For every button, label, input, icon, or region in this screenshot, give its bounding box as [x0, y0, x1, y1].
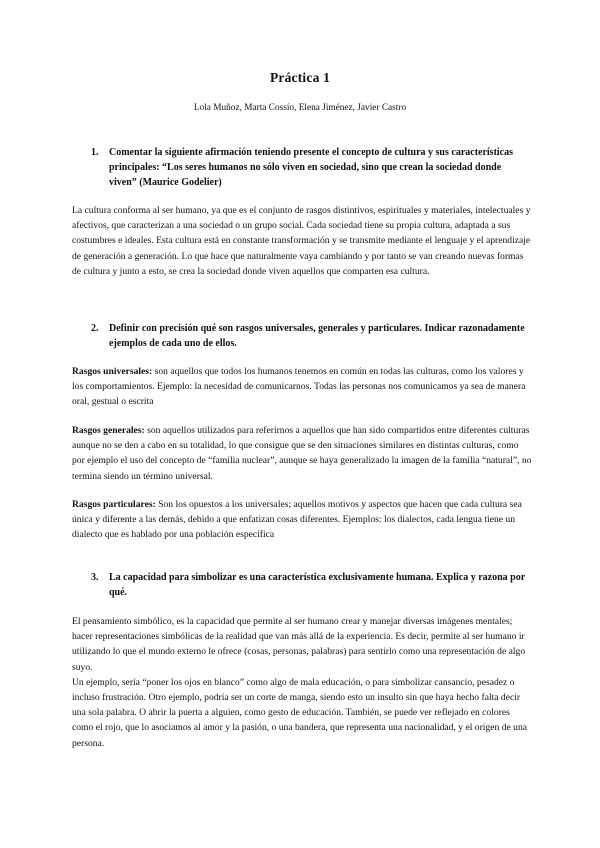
- answer-2-universal: [72, 364, 532, 410]
- term-universal: Rasgos universales:: [72, 366, 153, 377]
- question-1-number: 1.: [91, 147, 99, 158]
- question-2-number: 2.: [91, 323, 99, 334]
- document-authors: Lola Muñoz, Marta Cossío, Elena Jiménez, Javier Castro: [193, 103, 407, 113]
- answer-1-paragraph: La cultura conforma al ser humano, ya que es el conjunto de rasgos distintivos, espirituales y materiales, intelectuales y afectivos, que caracterizan a una sociedad o un grupo social. Cada sociedad tiene su propia cultura, adaptada a sus costumbres e ideales. Esta cultura está en constante transformación y se transmite mediante el lenguaje y el aprendizaje de generación a generación. Lo que hace que naturalmente vaya cambiando y por tanto se van creando nuevas formas de cultura y junto a esto, se crea la sociedad donde viven aquellos que comparten esa cultura.: [72, 205, 531, 277]
- answer-3-paragraph-1: El pensamiento simbólico, es la capacidad que permite al ser humano crear y manejar diversas imágenes mentales; hacer representaciones simbólicas de la realidad que van más allá de la experiencia. Es decir, permite al ser humano ir utilizando lo que el mundo externo le ofrece (cosas, personas, palabras) para sentirlo como una representación de algo suyo.: [72, 616, 526, 673]
- question-2-text: Definir con precisión qué son rasgos universales, generales y particulares. Indicar razonadamente ejemplos de cada uno de ellos.: [109, 323, 525, 349]
- answer-3: [72, 614, 532, 751]
- definition-universal: son aquellos que todos los humanos tenemos en común en todas las culturas, como los valores y los comportamientos. Ejemplo: la necesidad de comunicarnos. Todas las personas nos comunicamos ya sea de manera oral, gestual o escrita: [72, 366, 526, 408]
- question-3-text: La capacidad para simbolizar es una característica exclusivamente humana. Explica y razona por qué.: [109, 572, 526, 598]
- answer-2-general: [72, 423, 532, 484]
- answer-2-particular: [72, 497, 532, 543]
- question-1-text: Comentar la siguiente afirmación teniendo presente el concepto de cultura y sus características principales: “Los seres humanos no sólo viven en sociedad, sino que crean la sociedad donde viven” (Maurice Godelier): [109, 147, 514, 188]
- answer-2-universal-paragraph: [72, 364, 532, 410]
- term-particular: Rasgos particulares:: [72, 499, 156, 510]
- answer-2-particular-paragraph: [72, 497, 532, 543]
- question-2-heading: [91, 321, 531, 351]
- document-title: Práctica 1: [269, 70, 331, 85]
- answer-3-paragraph-2: Un ejemplo, sería “poner los ojos en blanco” como algo de mala educación, o para simbolizar cansancio, pesadez o incluso frustración. Otro ejemplo, podría ser un corte de manga, siendo esto un insulto sin que haya hecho falta decir una sola palabra. O abrir la puerta a alguien, como gesto de educación. También, se puede ver reflejado en colores como el rojo, que lo asociamos al amor y la pasión, o una bandera, que representa una nacionalidad, y el origen de una persona.: [72, 676, 528, 749]
- definition-particular: Son los opuestos a los universales; aquellos motivos y aspectos que hacen que cada cultura sea única y diferente a las demás, debido a que enfatizan cosas diferentes. Ejemplos: los dialectos, cada lengua tiene un dialecto que es hablado por una población específica: [72, 499, 522, 541]
- answer-2-general-paragraph: [72, 423, 532, 484]
- definition-general: son aquellos utilizados para referirnos a aquellos que han sido compartidos entre diferentes culturas aunque no se den a cabo en su totalidad, lo que consigue que se den situaciones similares en distintas culturas, como por ejemplo el uso del concepto de “familia nuclear”, aunque se haya generalizado la imagen de la familia “natural”, no termina siendo un término universal.: [72, 425, 532, 482]
- answer-1: [72, 203, 532, 279]
- question-3-number: 3.: [91, 572, 99, 583]
- question-3-heading: [91, 570, 531, 600]
- question-1-heading: [91, 145, 531, 190]
- term-general: Rasgos generales:: [72, 425, 145, 436]
